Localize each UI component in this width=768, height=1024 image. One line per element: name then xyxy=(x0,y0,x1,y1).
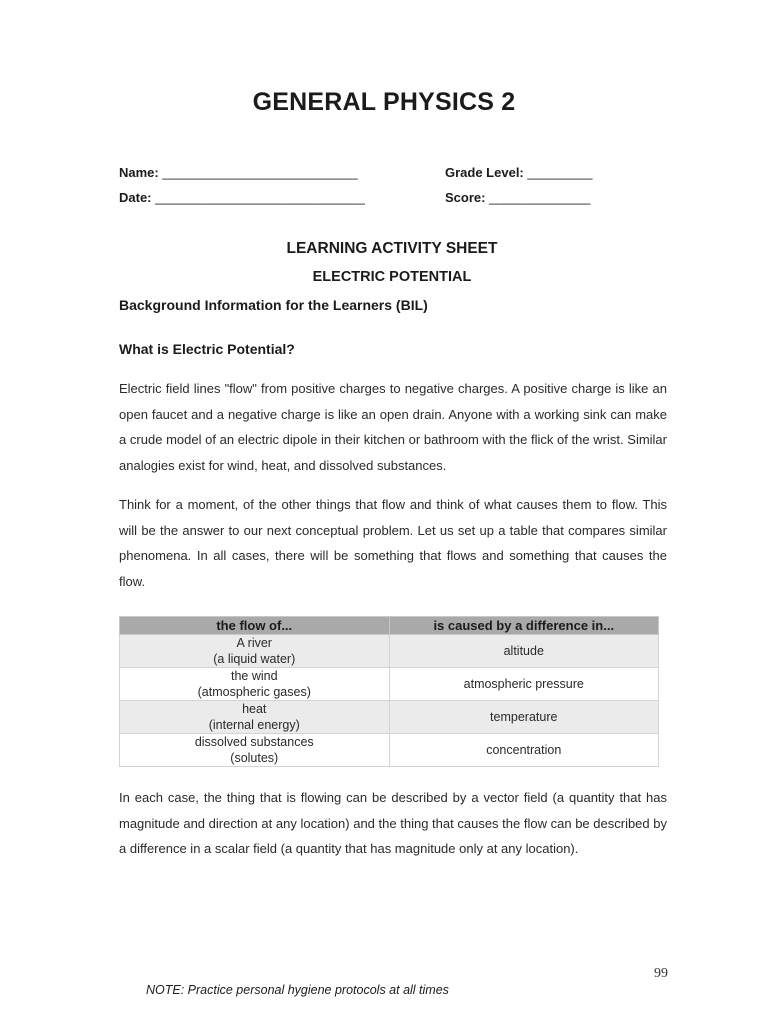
flow-comparison-table xyxy=(119,616,659,767)
flow-cell xyxy=(120,701,390,734)
header-caused-by: is caused by a difference in... xyxy=(389,617,659,635)
name-label: Name: xyxy=(119,165,159,180)
flow-line-2: (a liquid water) xyxy=(213,652,296,666)
cause-cell: altitude xyxy=(389,635,659,668)
table-header-row xyxy=(120,617,659,635)
hygiene-note: NOTE: Practice personal hygiene protocols at all times xyxy=(146,983,449,997)
date-field xyxy=(119,190,365,205)
table-row xyxy=(120,701,659,734)
paragraph-1: Electric field lines "flow" from positive charges to negative charges. A positive charge is like an open faucet and a negative charge is like an open drain. Anyone with a working sink can make a crude model of an electric dipole in their kitchen or bathroom with the flick of the wrist. Similar analogies exist for wind, heat, and dissolved substances. xyxy=(119,381,667,473)
flow-line-2: (atmospheric gases) xyxy=(197,685,311,699)
topic-title: ELECTRIC POTENTIAL xyxy=(312,269,472,285)
cause-cell: concentration xyxy=(389,734,659,767)
score-label: Score: xyxy=(445,190,486,205)
paragraph-3: In each case, the thing that is flowing can be described by a vector field (a quantity that has magnitude and direction at any location) and the thing that causes the flow can be described by a difference in a scalar field (a quantity that has magnitude only at any location). xyxy=(119,790,667,856)
page-number: 99 xyxy=(654,966,668,981)
flow-line-1: heat xyxy=(242,702,267,716)
date-blank: _____________________________ xyxy=(155,190,365,205)
cause-cell: atmospheric pressure xyxy=(389,668,659,701)
bil-heading: Background Information for the Learners (BIL) xyxy=(119,297,428,313)
grade-level-label: Grade Level: xyxy=(445,165,524,180)
flow-line-1: the wind xyxy=(230,669,278,683)
grade-level-blank: _________ xyxy=(527,165,593,180)
table-row xyxy=(120,635,659,668)
date-label: Date: xyxy=(119,190,152,205)
page-title: GENERAL PHYSICS 2 xyxy=(252,88,516,116)
name-blank: ___________________________ xyxy=(162,165,358,180)
header-flow-of: the flow of... xyxy=(120,617,390,635)
flow-line-1: dissolved substances xyxy=(194,735,314,749)
table-row xyxy=(120,734,659,767)
grade-level-field xyxy=(445,165,592,180)
flow-cell xyxy=(120,635,390,668)
question-heading: What is Electric Potential? xyxy=(119,341,295,357)
flow-line-2: (solutes) xyxy=(230,751,279,765)
flow-line-1: A river xyxy=(236,636,272,650)
name-field xyxy=(119,165,358,180)
table-row xyxy=(120,668,659,701)
flow-cell xyxy=(120,668,390,701)
flow-line-2: (internal energy) xyxy=(208,718,300,732)
flow-cell xyxy=(120,734,390,767)
score-field xyxy=(445,190,590,205)
score-blank: ______________ xyxy=(489,190,591,205)
cause-cell: temperature xyxy=(389,701,659,734)
sheet-title: LEARNING ACTIVITY SHEET xyxy=(286,240,498,257)
paragraph-2: Think for a moment, of the other things that flow and think of what causes them to flow. This will be the answer to our next conceptual problem. Let us set up a table that compares similar phenomena. In all cases, there will be something that flows and something that causes the flow. xyxy=(119,497,667,589)
